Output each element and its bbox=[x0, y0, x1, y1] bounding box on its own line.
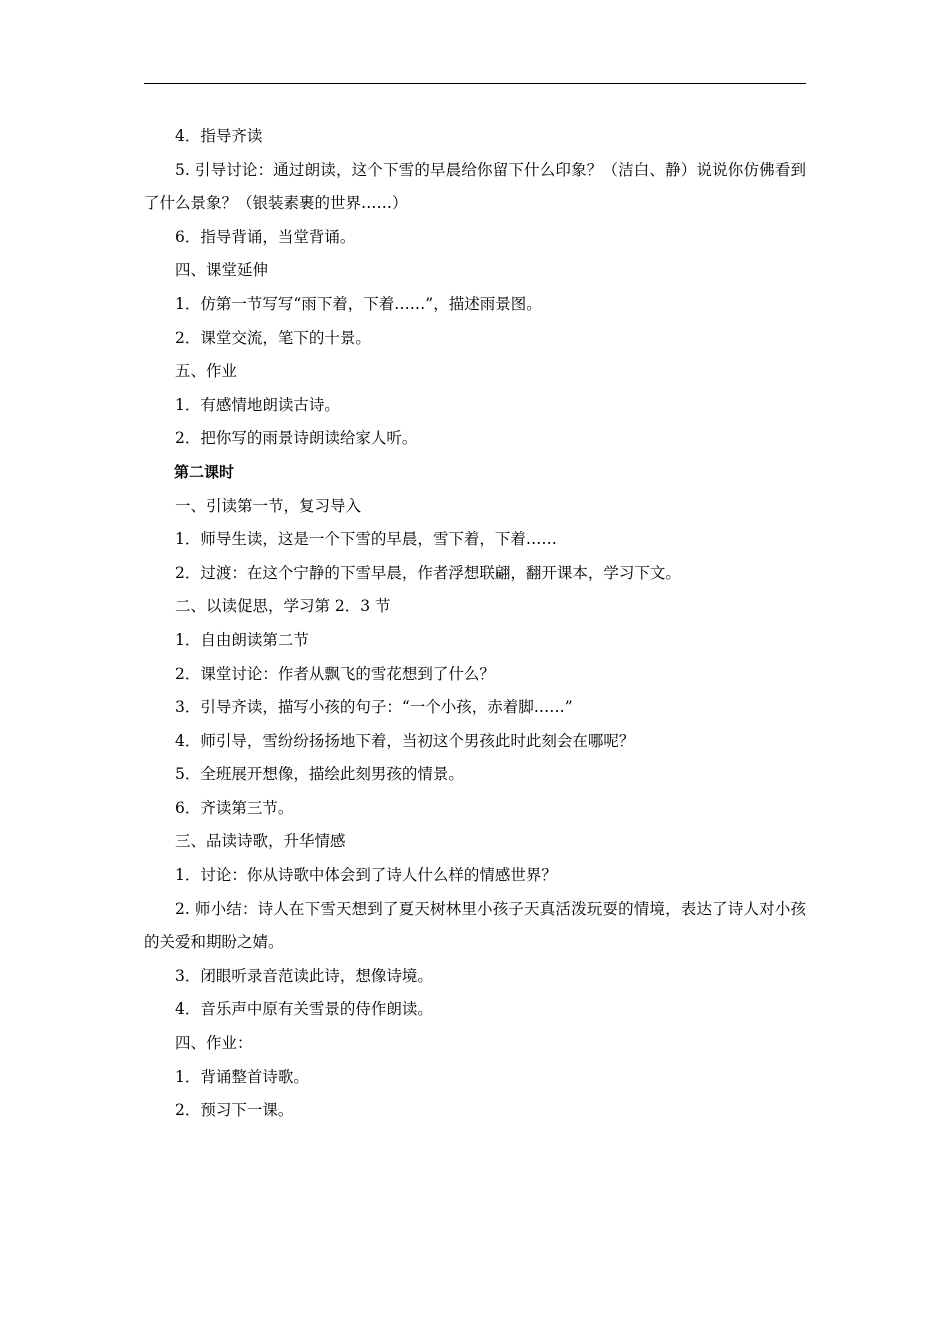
paragraph-item: 2．预习下一课。 bbox=[175, 1101, 294, 1120]
paragraph-item: 1．有感情地朗读古诗。 bbox=[175, 395, 340, 414]
lesson-heading: 第二课时 bbox=[174, 462, 235, 481]
section-heading: 二、以读促思，学习第 2．3 节 bbox=[175, 597, 391, 616]
paragraph-item: 2．课堂讨论：作者从飘飞的雪花想到了什么？ bbox=[175, 664, 495, 683]
paragraph-item: 4．音乐声中原有关雪景的侍作朗读。 bbox=[175, 1000, 433, 1019]
paragraph-item: 2．课堂交流，笔下的十景。 bbox=[175, 328, 371, 347]
paragraph-item: 6．齐读第三节。 bbox=[175, 798, 294, 817]
paragraph-item: 4．师引导，雪纷纷扬扬地下着，当初这个男孩此时此刻会在哪呢？ bbox=[175, 731, 635, 750]
paragraph-item: 3．闭眼听录音范读此诗，想像诗境。 bbox=[175, 966, 433, 985]
paragraph-item: 2. 师小结：诗人在下雪天想到了夏天树林里小孩子天真活泼玩耍的情境，表达了诗人对小孩的关爱和期盼之婧。 bbox=[144, 899, 806, 952]
paragraph-item: 5．全班展开想像，描绘此刻男孩的情景。 bbox=[175, 765, 464, 784]
paragraph-item: 1．背诵整首诗歌。 bbox=[175, 1067, 309, 1086]
paragraph-item: 5. 引导讨论：通过朗读，这个下雪的早晨给你留下什么印象？（洁白、静）说说你仿佛看到了什么景象？（银装素裹的世界……） bbox=[144, 160, 806, 213]
paragraph-item: 6．指导背诵，当堂背诵。 bbox=[175, 227, 356, 246]
paragraph-item: 1．讨论：你从诗歌中体会到了诗人什么样的情感世界？ bbox=[175, 866, 557, 885]
paragraph-item: 2．把你写的雨景诗朗读给家人听。 bbox=[175, 429, 418, 448]
section-heading: 一、引读第一节，复习导入 bbox=[175, 496, 362, 515]
section-heading: 五、作业 bbox=[175, 362, 238, 381]
section-heading: 四、课堂延伸 bbox=[175, 261, 269, 280]
paragraph-item: 4．指导齐读 bbox=[175, 127, 263, 145]
header-rule bbox=[144, 83, 806, 84]
paragraph-item: 2．过渡：在这个宁静的下雪早晨，作者浮想联翩，翻开课本，学习下文。 bbox=[175, 563, 681, 582]
paragraph-item: 1．仿第一节写写“雨下着，下着……”，描述雨景图。 bbox=[175, 294, 542, 313]
paragraph-item: 1．师导生读，这是一个下雪的早晨，雪下着，下着…… bbox=[175, 530, 557, 549]
section-heading: 四、作业： bbox=[175, 1034, 253, 1053]
section-heading: 三、品读诗歌，升华情感 bbox=[175, 832, 346, 851]
paragraph-item: 1．自由朗读第二节 bbox=[175, 630, 309, 649]
paragraph-item: 3．引导齐读，描写小孩的句子：“一个小孩，赤着脚……” bbox=[175, 698, 573, 717]
document-body bbox=[144, 120, 806, 1128]
